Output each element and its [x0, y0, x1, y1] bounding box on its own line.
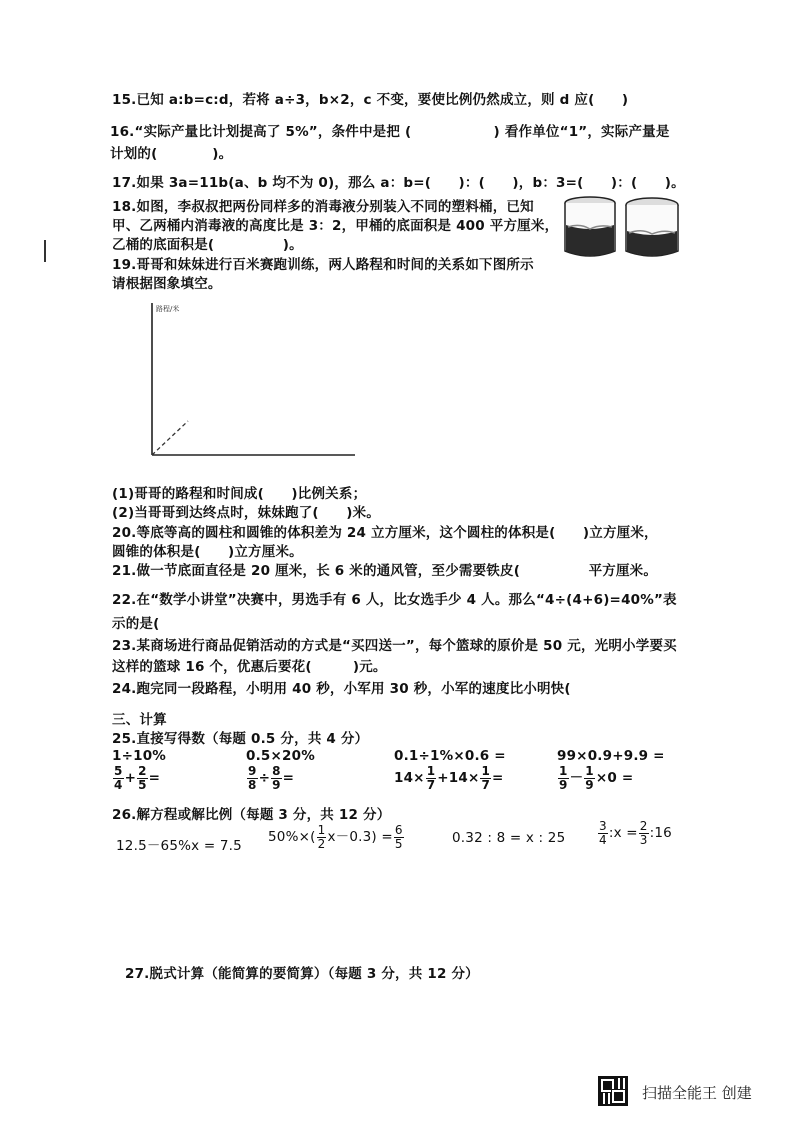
y-axis-label: 路程/米 [156, 305, 180, 313]
q25-item-2: 0.5×20% [246, 748, 315, 764]
question-23-line2: 这样的篮球 16 个，优惠后要花( )元。 [112, 659, 387, 675]
distance-time-graph [140, 295, 370, 470]
question-19-line2: 请根据图象填空。 [112, 276, 222, 292]
q26-equation-1: 12.5－65%x = 7.5 [116, 838, 242, 854]
q26-equation-3: 0.32 : 8 = x : 25 [452, 830, 566, 846]
question-20-line1: 20.等底等高的圆柱和圆锥的体积差为 24 立方厘米，这个圆柱的体积是( )立方厘米， [112, 525, 658, 541]
question-22-line2: 示的是( [112, 616, 160, 632]
question-22-line1: 22.在“数学小讲堂”决赛中，男选手有 6 人，比女选手少 4 人。那么“4÷(4+6)=40%”表 [112, 592, 677, 608]
q26-equation-2: 50%×( $\frac{1}{2}$ x－0.3) = $\frac{6}{5}$ [268, 823, 403, 851]
question-24: 24.跑完同一段路程，小明用 40 秒，小军用 30 秒，小军的速度比小明快( [112, 681, 571, 697]
question-18-line2: 甲、乙两桶内消毒液的高度比是 3：2，甲桶的底面积是 400 平方厘米， [112, 218, 559, 234]
question-17: 17.如果 3a=11b(a、b 均不为 0)，那么 a：b=( )：( )，b：3=( )：( )。 [112, 175, 685, 191]
bucket-illustration [560, 193, 680, 263]
scanner-watermark: 扫描全能王 创建 [642, 1084, 752, 1102]
question-27-title: 27.脱式计算（能简算的要简算）（每题 3 分，共 12 分） [125, 966, 479, 982]
question-16-line2: 计划的( )。 [110, 146, 233, 162]
q26-equation-4: $\frac{3}{4}$ :x = $\frac{2}{3}$ :16 [599, 819, 672, 847]
brother-line [152, 421, 188, 455]
q25-item-7: 14× $\frac{1}{7}$ +14× $\frac{1}{7}$ = [394, 764, 504, 792]
question-15: 15.已知 a:b=c:d，若将 a÷3，b×2，c 不变，要使比例仍然成立，则 d 应( ) [112, 92, 629, 108]
qr-code-icon [598, 1076, 628, 1106]
question-21: 21.做一节底面直径是 20 厘米，长 6 米的通风管，至少需要铁皮( 平方厘米。 [112, 563, 658, 579]
q25-item-6: $\frac{9}{8}$ ÷ $\frac{8}{9}$ = [248, 764, 295, 792]
q25-item-5: $\frac{5}{4}$ + $\frac{2}{5}$ = [114, 764, 161, 792]
bucket-jia [565, 197, 615, 256]
question-18-line1: 18.如图，李叔叔把两份同样多的消毒液分别装入不同的塑料桶，已知 [112, 199, 534, 215]
question-16-line1: 16.“实际产量比计划提高了 5%”，条件中是把 ( ) 看作单位“1”，实际产量是 [110, 124, 670, 140]
question-20-line2: 圆锥的体积是( )立方厘米。 [112, 544, 303, 560]
bucket-yi [626, 198, 678, 256]
question-19-line1: 19.哥哥和妹妹进行百米赛跑训练，两人路程和时间的关系如下图所示 [112, 257, 534, 273]
q25-item-3: 0.1÷1%×0.6 = [394, 748, 506, 764]
question-18-line3: 乙桶的底面积是( )。 [112, 237, 303, 253]
question-23-line1: 23.某商场进行商品促销活动的方式是“买四送一”，每个篮球的原价是 50 元，光明小学要买 [112, 638, 677, 654]
q25-item-8: $\frac{1}{9}$ － $\frac{1}{9}$ ×0 = [559, 764, 634, 792]
question-19-sub1: (1)哥哥的路程和时间成( )比例关系； [112, 486, 367, 502]
q25-item-4: 99×0.9+9.9 = [557, 748, 665, 764]
question-25-title: 25.直接写得数（每题 0.5 分，共 4 分） [112, 731, 369, 747]
question-26-title: 26.解方程或解比例（每题 3 分，共 12 分） [112, 807, 391, 823]
q25-item-1: 1÷10% [112, 748, 167, 764]
question-19-sub2: (2)当哥哥到达终点时，妹妹跑了( )米。 [112, 505, 380, 521]
section-3-title: 三、计算 [112, 712, 167, 728]
margin-mark [44, 240, 46, 262]
